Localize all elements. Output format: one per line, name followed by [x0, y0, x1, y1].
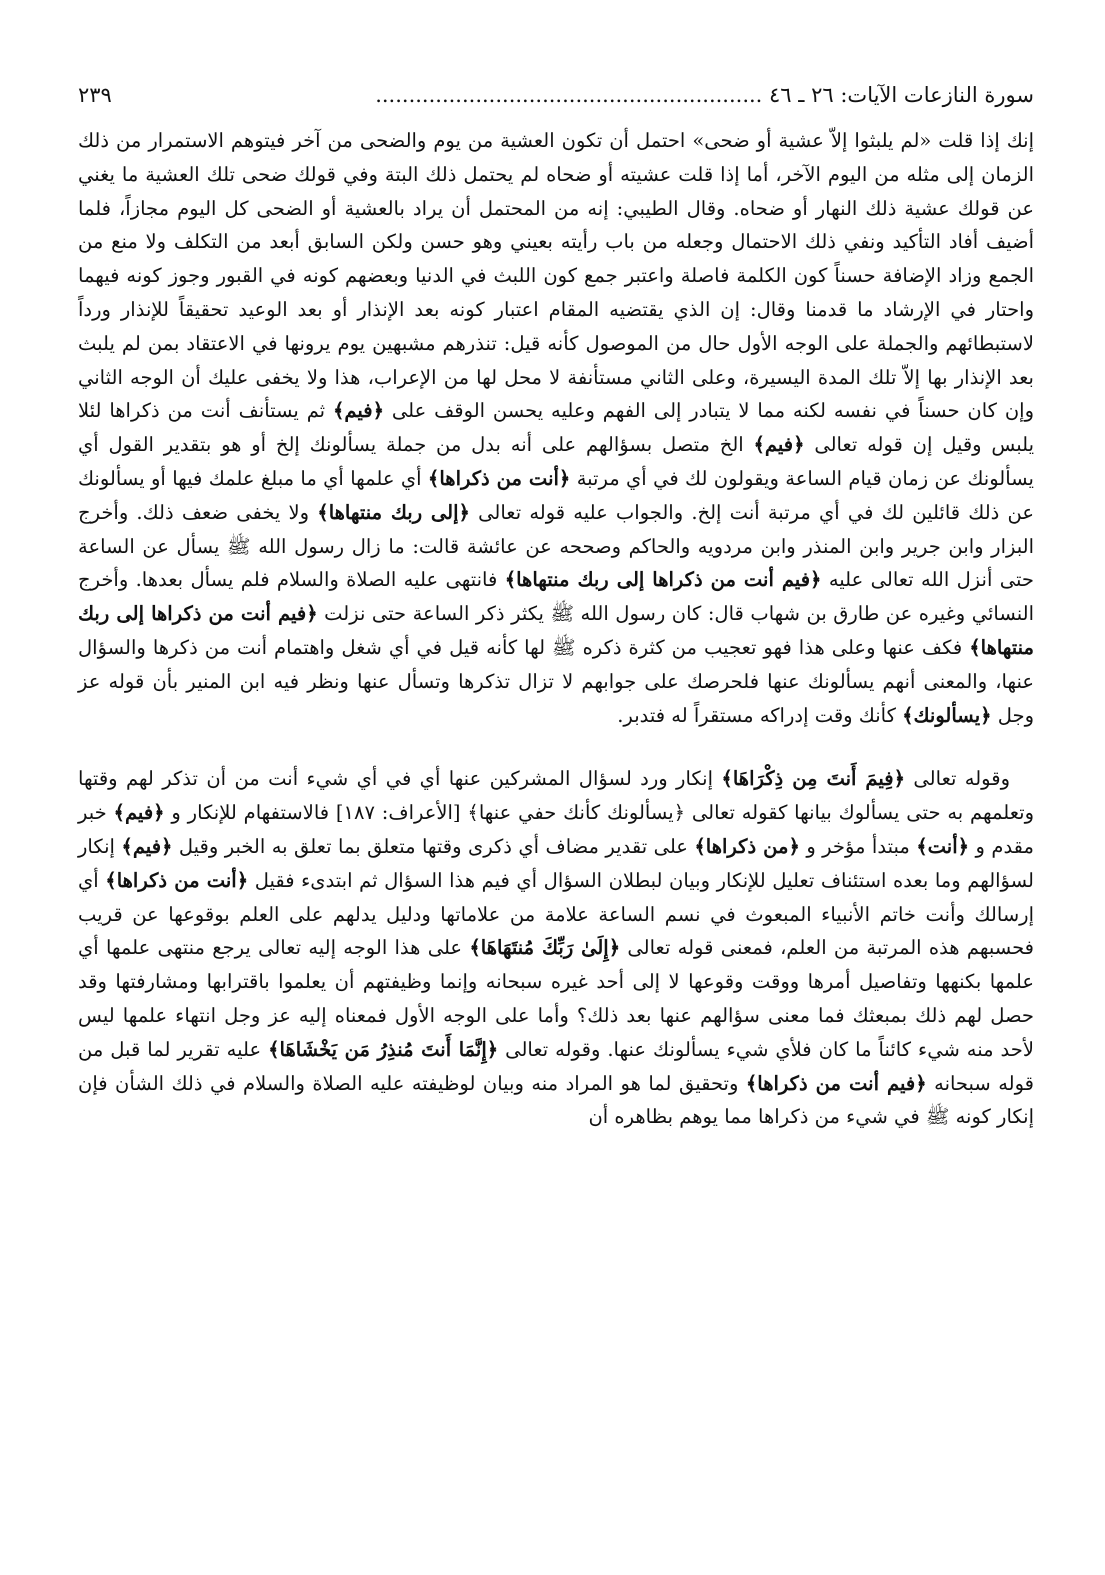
text-run: ثم يستأنف أنت من ذكراها لئلا يلبس وقيل إن قوله تعالى [78, 399, 1034, 457]
text-run: أي علمها أي ما مبلغ علمك فيها أو يسألونك عن ذلك قائلين لك في أي مرتبة أنت إلخ. والجواب عليه قوله تعالى [78, 466, 1035, 524]
quran-quote: ﴿فيم﴾ [121, 834, 173, 858]
page-number: ٢٣٩ [78, 83, 112, 107]
text-run: الخ متصل بسؤالهم على أنه بدل من جملة يسألونك إلخ أو هو بتقدير القول أي يسألونك عن زمان قيام الساعة ويقولون لك في أي مرتبة [78, 433, 1034, 490]
text-run: كأنك وقت إدراكه مستقراً له فتدبر. [617, 703, 903, 727]
paragraph-commentary-1 [78, 124, 1034, 732]
quran-quote: ﴿فيم أنت من ذكراها﴾ [745, 1071, 927, 1095]
text-run: إنكار ورد لسؤال المشركين عنها أي في أي شيء أنت من أن تذكر لهم وقتها وتعلمهم به حتى يسألوك بيانها كقوله تعالى [78, 767, 1034, 825]
text-run: إنكار لسؤالهم وما بعده استئناف تعليل للإنكار وبيان لبطلان السؤال أي فيم هذا السؤال ثم ابتدىء فقيل [78, 834, 1034, 892]
text-run: [الأعراف: ١٨٧] فالاستفهام للإنكار و [164, 801, 468, 825]
quran-quote: ﴿من ذكراها﴾ [694, 834, 800, 858]
quran-quote: ﴿يسألونك﴾ [902, 703, 992, 727]
text-run: ﴿يسألونك كأنك حفي عنها﴾ [467, 801, 686, 825]
quran-quote: ﴿فيم﴾ [753, 433, 805, 457]
text-run: فكف عنها وعلى هذا فهو تعجيب من كثرة ذكره ﷺ لها كأنه قيل في أي شغل واهتمام أنت من ذكرها والسؤال عنها، والمعنى أنهم يسألونك عنها فلحرصك على جوابهم لا تزال تذكرها وتسأل عنها ونظر فيه ابن المنير بأن قوله عز وجل [78, 635, 1034, 727]
text-run: وقوله تعالى [905, 767, 1010, 791]
text-run: ولا يخفى ضعف ذلك. وأخرج البزار وابن جرير وابن المنذر وابن مردويه والحاكم وصححه عن عائشة قالت: ما زال رسول الله ﷺ يسأل عن الساعة حتى أنزل الله تعالى عليه [78, 500, 1034, 592]
running-header [78, 80, 1034, 110]
quran-quote: ﴿أنت من ذكراها﴾ [427, 466, 571, 490]
text-run: مبتدأ مؤخر و [799, 834, 917, 858]
quran-quote: ﴿فِيمَ أَنتَ مِن ذِكْرَاهَا﴾ [721, 767, 906, 791]
quran-quote: ﴿إِنَّمَا أَنتَ مُنذِرُ مَن يَخْشَاهَا﴾ [268, 1037, 499, 1061]
quran-quote: ﴿فيم﴾ [113, 801, 165, 825]
quran-quote: ﴿أنت من ذكراها﴾ [105, 868, 249, 892]
quran-quote: ﴿فيم أنت من ذكراها إلى ربك منتهاها﴾ [78, 602, 1034, 659]
paragraph-commentary-2 [78, 762, 1034, 1134]
text-run: وتحقيق لما هو المراد منه وبيان لوظيفته عليه الصلاة والسلام في ذلك الشأن فإن إنكار كونه ﷺ في شيء من ذكراها مما يوهم بظاهره أن [78, 1071, 1034, 1129]
text-run: على تقدير مضاف أي ذكرى وقتها متعلق بما تعلق به الخبر وقيل [172, 834, 695, 858]
text-run: على هذا الوجه إليه تعالى يرجع منتهى علمها أي علمها بكنهها وتفاصيل أمرها ووقت وقوعها لا إلى أحد غيره سبحانه وإنما وظيفتهم أن يعلموا باقترابها ومشارفتها وقد حصل لهم ذلك بمبعثك فما معنى سؤالهم عنها بعد ذلك؟ وأما على الوجه الأول فمعناه إليه عز وجل انتهاء علمها ليس لأحد منه شيء كائناً ما كان فلأي شيء يسألونك عنها. وقوله تعالى [78, 936, 1034, 1061]
text-run: خبر مقدم و [78, 801, 1034, 858]
quran-quote: ﴿فيم أنت من ذكراها إلى ربك منتهاها﴾ [504, 568, 822, 592]
book-page [78, 80, 1034, 1134]
text-run: عليه تقرير لما قبل من قوله سبحانه [78, 1037, 1034, 1095]
quran-quote: ﴿أنت﴾ [916, 834, 970, 858]
text-run: أي إرسالك وأنت خاتم الأنبياء المبعوث في نسم الساعة علامة من علاماتها ودليل يدلهم على العلم بوقوعها عن قريب فحسبهم هذه المرتبة من العلم، فمعنى قوله تعالى [78, 868, 1035, 960]
quran-quote: ﴿فيم﴾ [332, 399, 385, 423]
text-run: فانتهى عليه الصلاة والسلام فلم يسأل بعدها. وأخرج النسائي وغيره عن طارق بن شهاب قال: كان رسول الله ﷺ يكثر ذكر الساعة حتى نزلت [78, 568, 1034, 626]
text-run: إنك إذا قلت «لم يلبثوا إلاّ عشية أو ضحى» احتمل أن تكون العشية من يوم والضحى من آخر فيتوهم الاستمرار من ذلك الزمان إلى مثله من اليوم الآخر، أما إذا قلت عشيته أو ضحاه لم يحتمل ذلك البتة وفي قولك ضحى تلك العشية ما يغني عن قولك عشية ذلك النهار أو ضحاه. وقال الطيبي: إنه من المحتمل أن يراد بالعشية أو الضحى كل اليوم مجازاً، فلما أضيف أفاد التأكيد ونفي ذلك الاحتمال وجعله من باب رأيته بعيني وهو حسن ولكن السابق أبعد من التكلف ولا منع من الجمع وزاد الإضافة حسناً كون الكلمة فاصلة واعتبر جمع كون اللبث في الدنيا وبعضهم كونه في القبور وجوز كونه فيهما واحتار في الإرشاد ما قدمنا وقال: إن الذي يقتضيه المقام اعتبار كونه بعد الإنذار أو بعد الوعيد تحقيقاً للإنذار ورداً لاستبطائهم والجملة على الوجه الأول حال من الموصول كأنه قيل: تنذرهم مشبهين يوم يرونها في الاعتقاد بمن لم يلبث بعد الإنذار بها إلاّ تلك المدة اليسيرة، وعلى الثاني مستأنفة لا محل لها من الإعراب، هذا ولا يخفى عليك أن الوجه الثاني وإن كان حسناً في نفسه لكنه مما لا يتبادر إلى الفهم وعليه يحسن الوقف على [78, 129, 1034, 423]
quran-quote: ﴿إلى ربك منتهاها﴾ [317, 500, 470, 524]
quran-quote: ﴿إِلَىٰ رَبِّكَ مُنتَهَاهَا﴾ [469, 936, 621, 960]
surah-title: سورة النازعات الآيات: ٢٦ ـ ٤٦ .......................................................... [375, 83, 1034, 107]
